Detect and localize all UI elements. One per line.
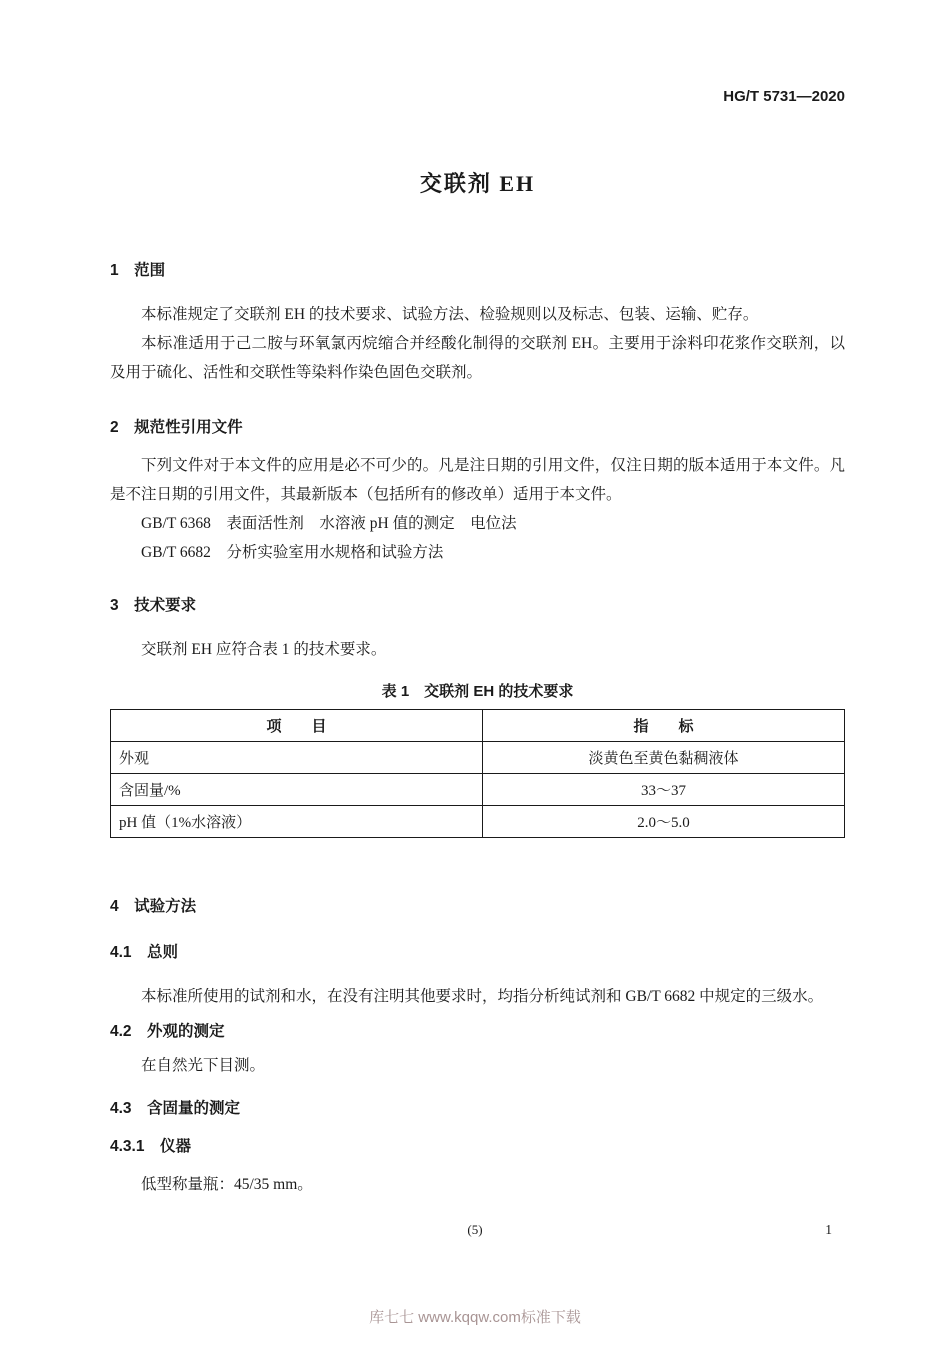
section-2-paragraph-1: 下列文件对于本文件的应用是必不可少的。凡是注日期的引用文件，仅注日期的版本适用于本文件。凡是不注日期的引用文件，其最新版本（包括所有的修改单）适用于本文件。: [110, 457, 845, 503]
table-header-row: [111, 710, 845, 742]
standard-number: HG/T 5731—2020: [723, 88, 845, 105]
section-4-3-1-paragraph: 低型称量瓶：45/35 mm。: [141, 1176, 313, 1193]
section-4-2-heading: 4.2 外观的测定: [110, 1023, 225, 1040]
table-header-item: 项 目: [111, 710, 483, 742]
normative-reference-1: GB/T 6368 表面活性剂 水溶液 pH 值的测定 电位法: [141, 515, 517, 532]
table-cell-value: 2.0～5.0: [483, 806, 845, 838]
footer-sheet-number: (5): [467, 1222, 483, 1237]
section-3-paragraph-1: 交联剂 EH 应符合表 1 的技术要求。: [141, 641, 387, 658]
technical-requirements-table: [110, 709, 845, 838]
document-title: 交联剂 EH: [419, 171, 536, 196]
section-3-heading: 3 技术要求: [110, 597, 197, 614]
section-4-3-heading: 4.3 含固量的测定: [110, 1100, 241, 1117]
section-4-2-paragraph: 在自然光下目测。: [141, 1057, 266, 1074]
section-4-heading: 4 试验方法: [110, 898, 197, 915]
normative-reference-2: GB/T 6682 分析实验室用水规格和试验方法: [141, 544, 444, 561]
table-cell-item: pH 值（1%水溶液）: [111, 806, 483, 838]
table-cell-item: 外观: [111, 742, 483, 774]
table-row: [111, 742, 845, 774]
section-4-3-1-heading: 4.3.1 仪器: [110, 1138, 191, 1155]
table-header-spec: 指 标: [483, 710, 845, 742]
section-4-1-paragraph: 本标准所使用的试剂和水，在没有注明其他要求时，均指分析纯试剂和 GB/T 6682 中规定的三级水。: [141, 988, 824, 1005]
table-cell-item: 含固量/%: [111, 774, 483, 806]
section-1-paragraph-2: 本标准适用于己二胺与环氧氯丙烷缩合并经酸化制得的交联剂 EH。主要用于涂料印花浆作交联剂，以及用于硫化、活性和交联性等染料作染色固色交联剂。: [110, 335, 845, 381]
table-1-caption: 表 1 交联剂 EH 的技术要求: [381, 683, 574, 700]
page-footer: [0, 1222, 950, 1242]
footer-page-number: 1: [825, 1222, 832, 1237]
section-2-heading: 2 规范性引用文件: [110, 419, 243, 436]
section-4-1-heading: 4.1 总则: [110, 944, 179, 961]
table-cell-value: 33～37: [483, 774, 845, 806]
section-1-paragraph-1: 本标准规定了交联剂 EH 的技术要求、试验方法、检验规则以及标志、包装、运输、贮存。: [141, 306, 759, 323]
table-row: [111, 806, 845, 838]
table-row: [111, 774, 845, 806]
download-watermark: 库七七 www.kqqw.com标准下载: [369, 1309, 581, 1326]
table-cell-value: 淡黄色至黄色黏稠液体: [483, 742, 845, 774]
section-1-heading: 1 范围: [110, 262, 166, 279]
